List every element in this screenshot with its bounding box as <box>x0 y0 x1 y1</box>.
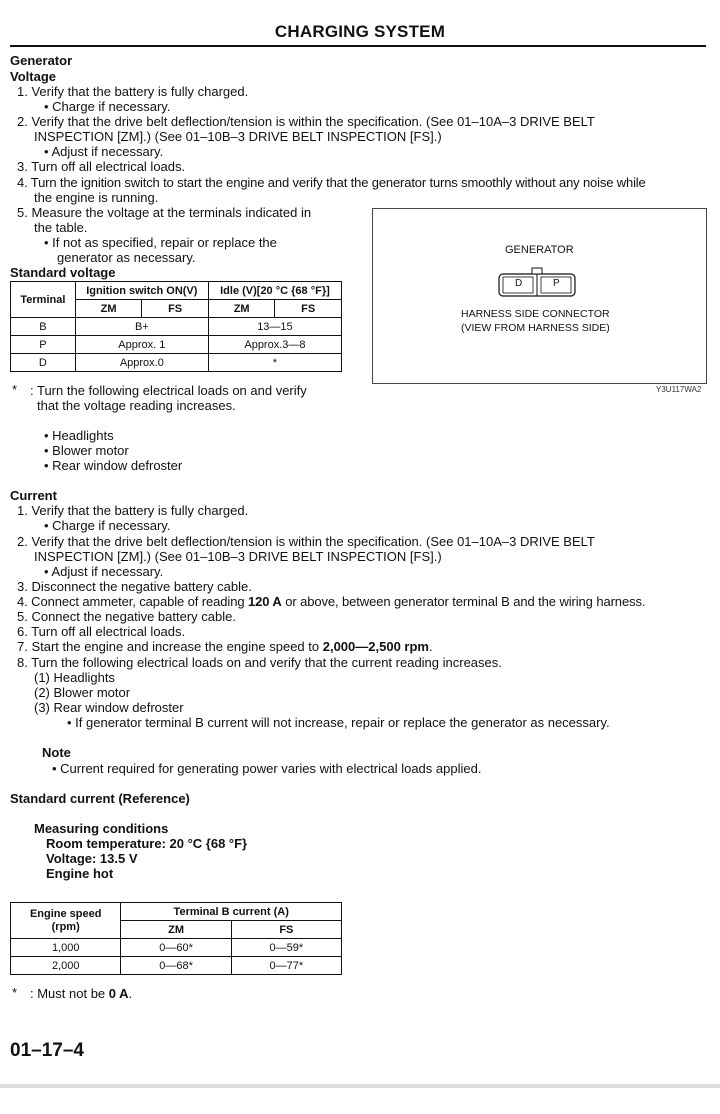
current-step: 7. Start the engine and increase the engine speed to 2,000—2,500 rpm. <box>17 639 433 654</box>
current-step: 1. Verify that the battery is fully charged. <box>17 503 249 518</box>
cell-terminal: D <box>11 354 76 372</box>
current-step: INSPECTION [ZM].) (See 01–10B–3 DRIVE BELT INSPECTION [FS].) <box>34 549 442 564</box>
cell-idle: 13—15 <box>208 318 341 336</box>
voltage-step: INSPECTION [ZM].) (See 01–10B–3 DRIVE BELT INSPECTION [FS].) <box>34 129 442 144</box>
condition-item: Room temperature: 20 °C {68 °F} <box>46 836 248 851</box>
voltage-step: • Charge if necessary. <box>44 99 171 114</box>
title-rule <box>10 45 706 47</box>
current-step: 6. Turn off all electrical loads. <box>17 624 186 639</box>
header-zm: ZM <box>75 300 142 318</box>
cell-idle: * <box>208 354 341 372</box>
header-fs: FS <box>142 300 209 318</box>
page-number: 01–17–4 <box>10 1040 84 1061</box>
voltage-step: • If not as specified, repair or replace the <box>44 235 277 250</box>
current-step: 4. Connect ammeter, capable of reading 120 A or above, between generator terminal B and the wiring harness. <box>17 594 646 609</box>
header-idle: Idle (V)[20 °C {68 °F}] <box>208 282 341 300</box>
header-zm: ZM <box>208 300 275 318</box>
voltage-step: generator as necessary. <box>57 250 196 265</box>
current-substep: (2) Blower motor <box>34 685 131 700</box>
header-ignition: Ignition switch ON(V) <box>75 282 208 300</box>
voltage-note: that the voltage reading increases. <box>37 398 236 413</box>
voltage-step: 3. Turn off all electrical loads. <box>17 159 186 174</box>
cell-fs: 0—59* <box>231 939 341 957</box>
cell-idle: Approx.3—8 <box>208 336 341 354</box>
cell-terminal: B <box>11 318 76 336</box>
voltage-step: 4. Turn the ignition switch to start the engine and verify that the generator turns smoothly without any noise while <box>17 175 646 190</box>
pin-p-label: P <box>553 278 560 289</box>
standard-current-heading: Standard current (Reference) <box>10 791 190 806</box>
bottom-bar <box>0 1084 720 1088</box>
figure-code: Y3U117WA2 <box>656 385 702 394</box>
table-row <box>11 318 342 336</box>
cell-fs: 0—77* <box>231 957 341 975</box>
conditions-heading: Measuring conditions <box>34 821 169 836</box>
note-heading: Note <box>42 745 71 760</box>
load-item: • Rear window defroster <box>44 458 183 473</box>
connector-diagram <box>372 208 707 384</box>
current-substep: (3) Rear window defroster <box>34 700 184 715</box>
header-zm: ZM <box>121 921 231 939</box>
cell-terminal: P <box>11 336 76 354</box>
voltage-step: the engine is running. <box>34 190 159 205</box>
pin-d-label: D <box>515 278 523 289</box>
header-fs: FS <box>275 300 342 318</box>
current-step: 2. Verify that the drive belt deflection/tension is within the specification. (See 01–10A–3 DRIVE BELT <box>17 534 595 549</box>
voltage-heading: Voltage <box>10 69 56 84</box>
note-text: • Current required for generating power varies with electrical loads applied. <box>52 761 482 776</box>
current-step: 3. Disconnect the negative battery cable. <box>17 579 252 594</box>
voltage-step: the table. <box>34 220 88 235</box>
current-heading: Current <box>10 488 57 503</box>
load-item: • Headlights <box>44 428 114 443</box>
footnote: : Must not be 0 A. <box>30 986 133 1001</box>
header-terminal-b-current: Terminal B current (A) <box>121 903 342 921</box>
cell-rpm: 2,000 <box>11 957 121 975</box>
cell-zm: 0—60* <box>121 939 231 957</box>
table-row <box>11 957 342 975</box>
footnote-star: * <box>12 985 18 1000</box>
standard-current-table <box>10 902 342 975</box>
table-row <box>11 336 342 354</box>
cell-zm: 0—68* <box>121 957 231 975</box>
current-step: • Charge if necessary. <box>44 518 171 533</box>
diagram-caption: HARNESS SIDE CONNECTOR <box>461 308 610 320</box>
header-engine-speed: Engine speed (rpm) <box>11 903 121 939</box>
voltage-step: • Adjust if necessary. <box>44 144 164 159</box>
cell-ignition: B+ <box>75 318 208 336</box>
cell-ignition: Approx.0 <box>75 354 208 372</box>
condition-item: Engine hot <box>46 866 114 881</box>
note-star: * <box>12 382 18 397</box>
connector-icon <box>495 266 581 300</box>
current-step: 8. Turn the following electrical loads on and verify that the current reading increases. <box>17 655 502 670</box>
current-step: 5. Connect the negative battery cable. <box>17 609 236 624</box>
table-row <box>11 354 342 372</box>
section-heading: Generator <box>10 53 73 68</box>
diagram-label: GENERATOR <box>505 244 574 256</box>
table-row <box>11 939 342 957</box>
header-fs: FS <box>231 921 341 939</box>
standard-voltage-table <box>10 281 342 372</box>
page-title: CHARGING SYSTEM <box>274 22 446 41</box>
voltage-step: 2. Verify that the drive belt deflection/tension is within the specification. (See 01–10A–3 DRIVE BELT <box>17 114 595 129</box>
current-substep: (1) Headlights <box>34 670 115 685</box>
cell-ignition: Approx. 1 <box>75 336 208 354</box>
voltage-step: 5. Measure the voltage at the terminals indicated in <box>17 205 312 220</box>
diagram-caption: (VIEW FROM HARNESS SIDE) <box>461 322 610 334</box>
load-item: • Blower motor <box>44 443 129 458</box>
condition-item: Voltage: 13.5 V <box>46 851 138 866</box>
voltage-note: : Turn the following electrical loads on and verify <box>30 383 307 398</box>
header-terminal: Terminal <box>11 282 76 318</box>
current-substep: • If generator terminal B current will not increase, repair or replace the generator as necessary. <box>67 715 610 730</box>
standard-voltage-heading: Standard voltage <box>10 265 116 280</box>
current-step: • Adjust if necessary. <box>44 564 164 579</box>
voltage-step: 1. Verify that the battery is fully charged. <box>17 84 249 99</box>
cell-rpm: 1,000 <box>11 939 121 957</box>
